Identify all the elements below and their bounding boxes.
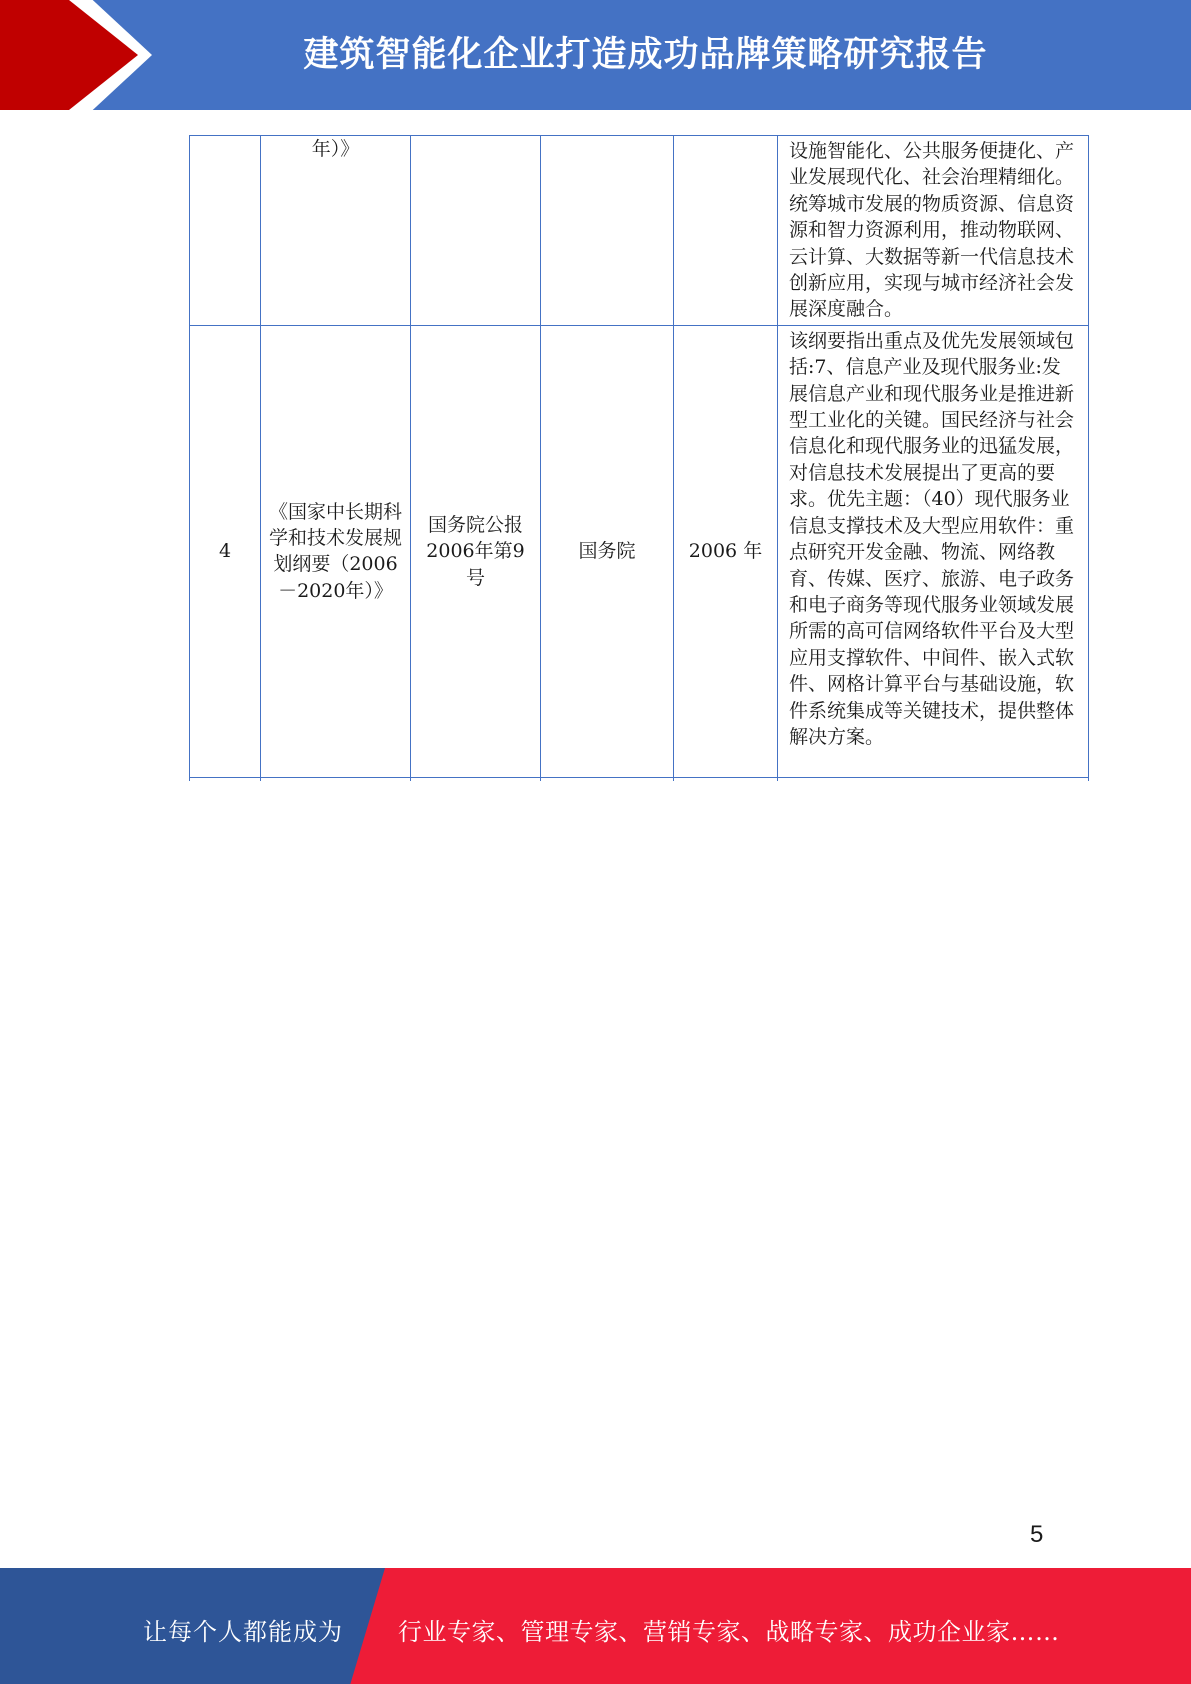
- cell-document-number: [411, 136, 541, 326]
- page-header: [0, 0, 1191, 110]
- policy-table-container: [189, 135, 1089, 781]
- cell-content: 设施智能化、公共服务便捷化、产业发展现代化、社会治理精细化。统筹城市发展的物质资源、信息资源和智力资源利用，推动物联网、云计算、大数据等新一代信息技术创新应用，实现与城市经济社会发展深度融合。: [778, 136, 1089, 326]
- header-chevron-red: [0, 0, 138, 110]
- cell-policy-name: 年）》: [261, 136, 411, 326]
- page-number: 5: [1030, 1521, 1044, 1548]
- footer-slogan-right: 行业专家、管理专家、营销专家、战略专家、成功企业家……: [398, 1618, 1060, 1646]
- policy-table: [189, 135, 1089, 781]
- cell-number: [190, 136, 261, 326]
- page-footer: [0, 1568, 1191, 1684]
- cell-document-number: 国务院公报2006年第9号: [411, 325, 541, 777]
- cell-year: [674, 136, 778, 326]
- table-row: [190, 325, 1089, 777]
- cell-issuer: [541, 136, 674, 326]
- cell-issuer: 国务院: [541, 325, 674, 777]
- cell-policy-name: 《国家中长期科学和技术发展规划纲要（2006－2020年）》: [261, 325, 411, 777]
- cell-number: 4: [190, 325, 261, 777]
- table-row: [190, 136, 1089, 326]
- cell-year: 2006 年: [674, 325, 778, 777]
- footer-slogan-left: 让每个人都能成为: [143, 1618, 343, 1646]
- table-row-continuation: [190, 777, 1089, 781]
- report-title: 建筑智能化企业打造成功品牌策略研究报告: [303, 35, 988, 75]
- cell-content: 该纲要指出重点及优先发展领域包括:7、信息产业及现代服务业:发展信息产业和现代服务业是推进新型工业化的关键。国民经济与社会信息化和现代服务业的迅猛发展，对信息技术发展提出了更高的要求。优先主题：（40）现代服务业信息支撑技术及大型应用软件：重点研究开发金融、物流、网络教育、传媒、医疗、旅游、电子政务和电子商务等现代服务业领域发展所需的高可信网络软件平台及大型应用支撑软件、中间件、嵌入式软件、网格计算平台与基础设施，软件系统集成等关键技术，提供整体解决方案。: [778, 325, 1089, 777]
